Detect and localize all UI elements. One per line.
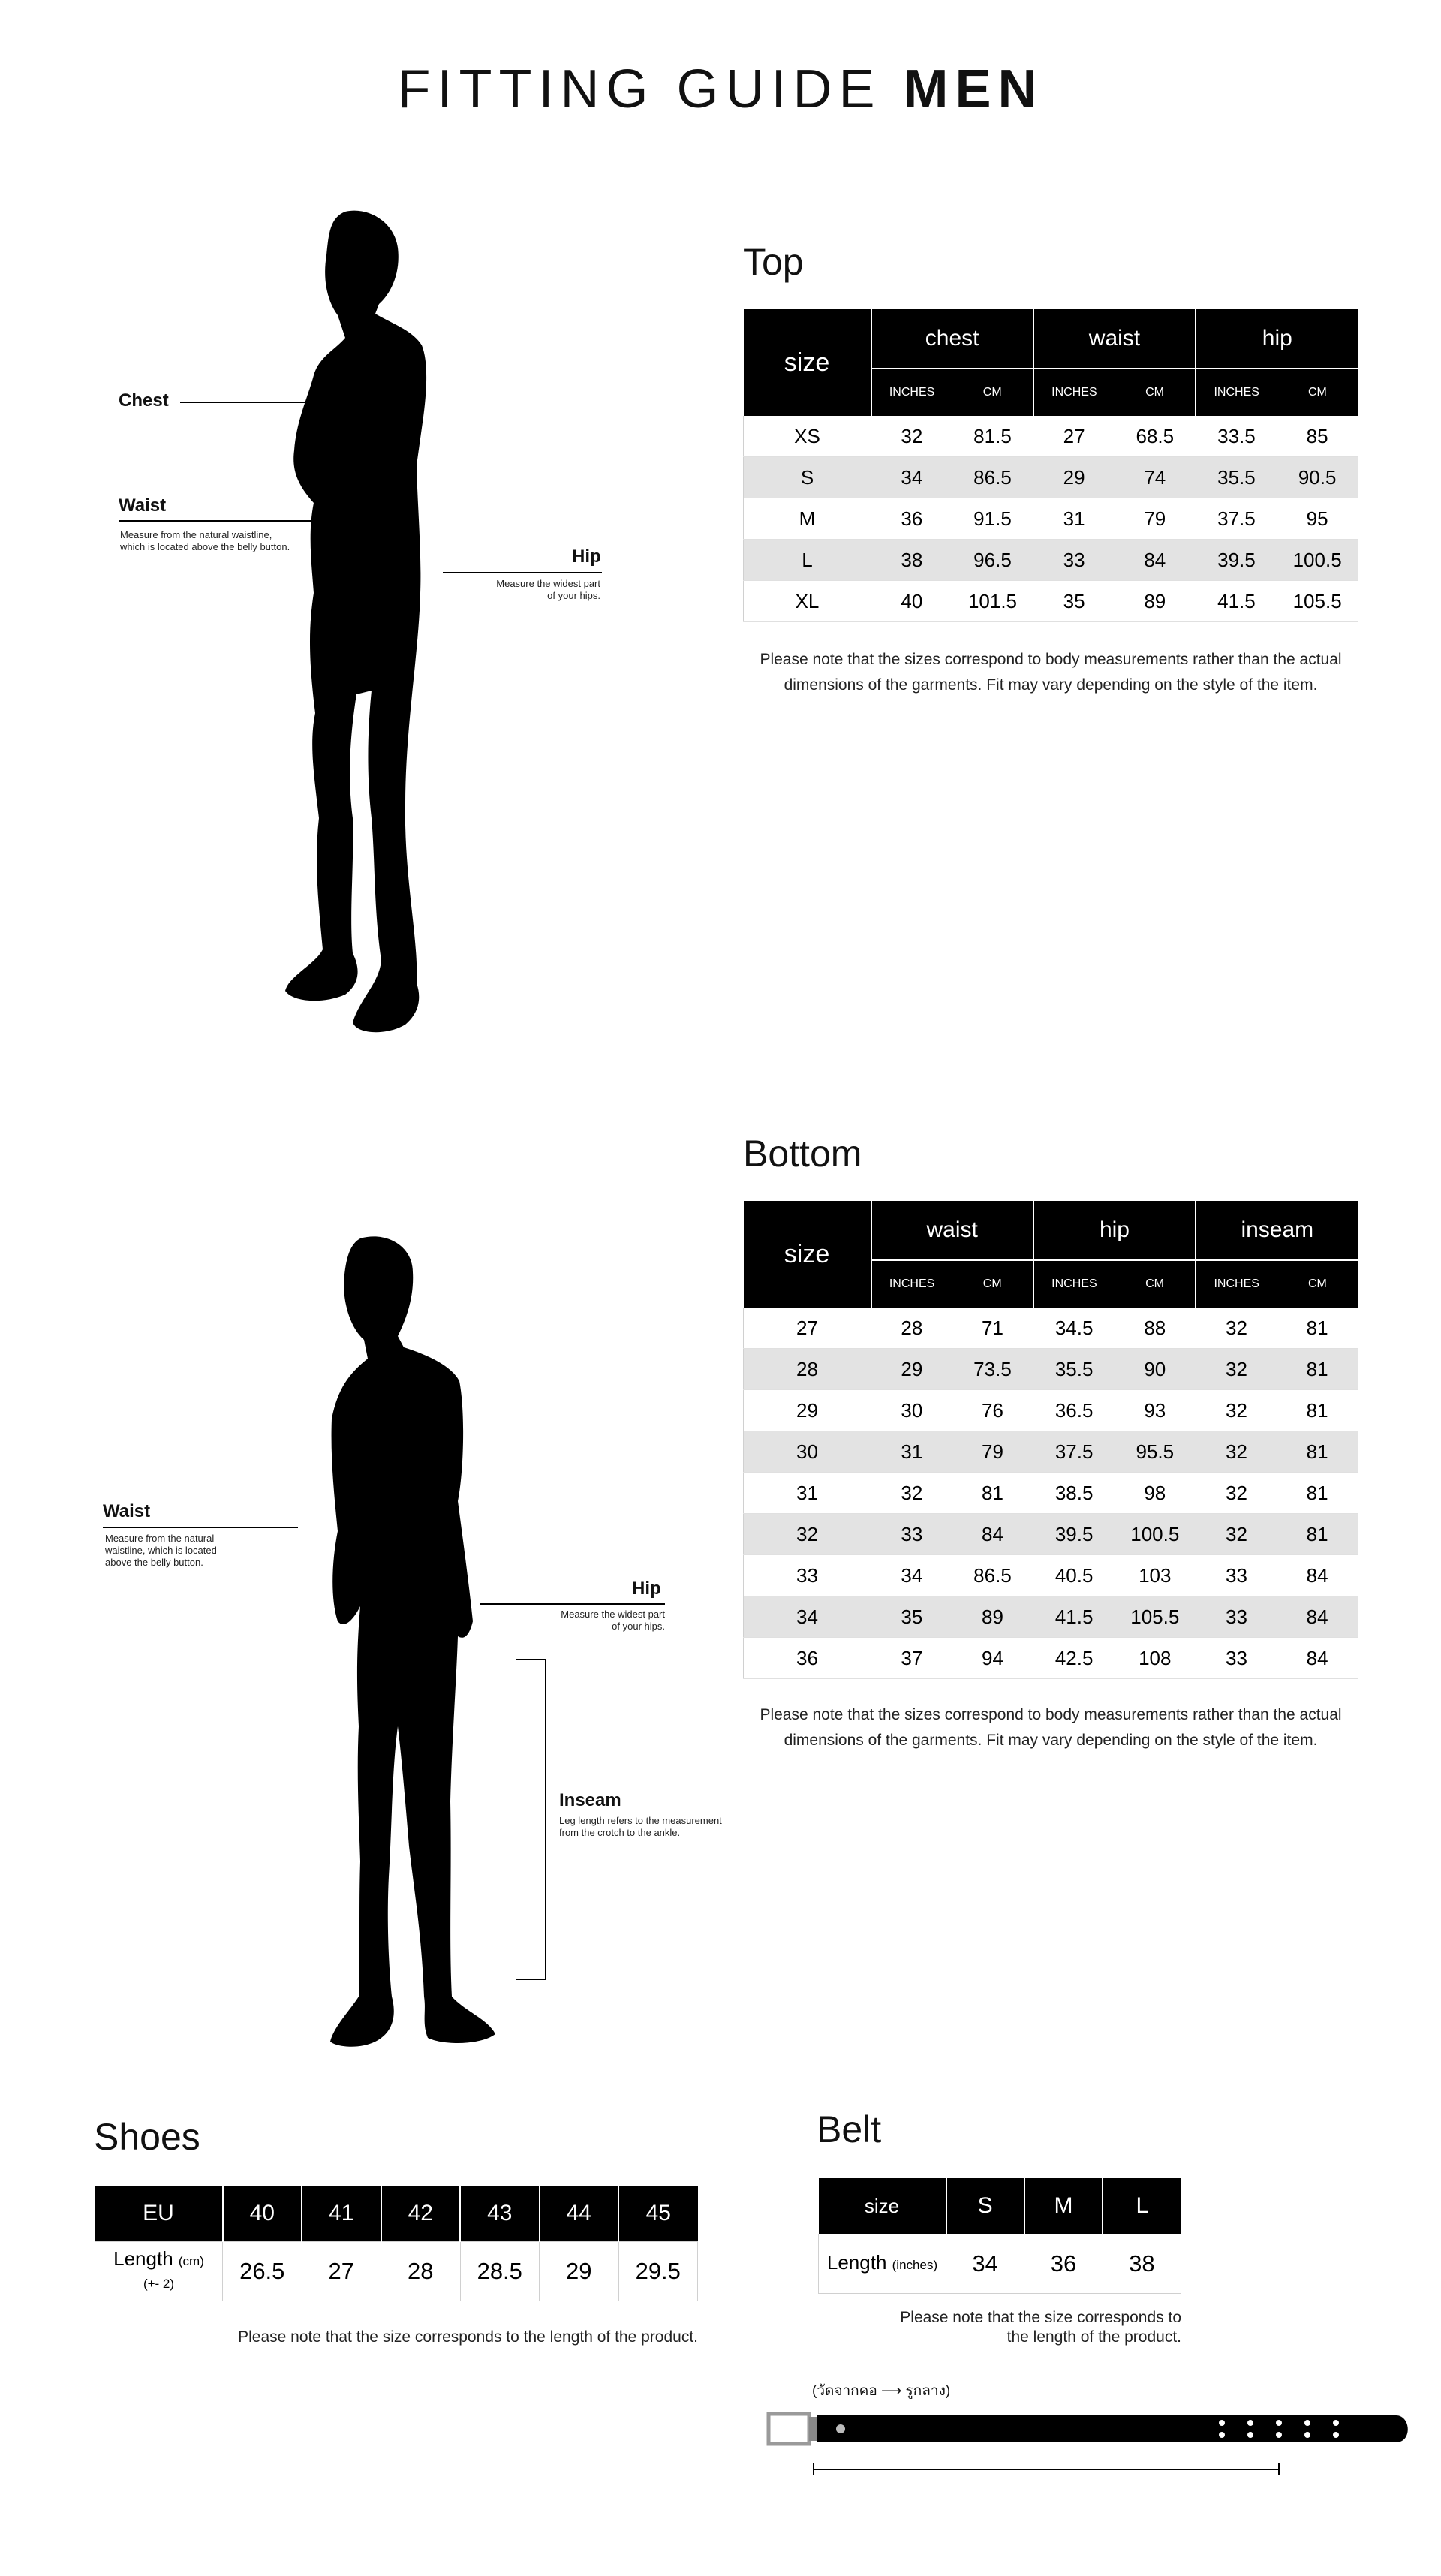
hip-pointer-line (443, 572, 602, 573)
hip-pointer-line (480, 1603, 665, 1605)
belt-illustration (766, 2402, 1418, 2484)
table-row: S 34 86.5 29 74 35.5 90.5 (744, 457, 1358, 498)
unit-inches: INCHES (1033, 1260, 1115, 1308)
unit-inches: INCHES (1033, 369, 1115, 416)
table-row: XS 32 81.5 27 68.5 33.5 85 (744, 416, 1358, 457)
table-row: 31 32 81 38.5 98 32 81 (744, 1473, 1358, 1514)
shoes-heading: Shoes (94, 2116, 200, 2158)
waist-header: waist (1033, 309, 1196, 369)
table-row: M 36 91.5 31 79 37.5 95 (744, 498, 1358, 540)
waist-header: waist (871, 1201, 1033, 1260)
table-row: 34 35 89 41.5 105.5 33 84 (744, 1596, 1358, 1638)
top-size-table (743, 309, 1358, 622)
length-label: Length (inches) (819, 2234, 946, 2294)
hip-description: Measure the widest part of your hips. (496, 578, 600, 601)
man-silhouette-top (225, 203, 465, 1036)
size-header: size (819, 2178, 946, 2234)
table-row: 27 28 71 34.5 88 32 81 (744, 1308, 1358, 1349)
size-header: size (744, 309, 871, 416)
unit-cm: CM (1277, 369, 1358, 416)
table-row: 32 33 84 39.5 100.5 32 81 (744, 1514, 1358, 1555)
hip-label: Hip (632, 1578, 661, 1599)
table-row: L 38 96.5 33 84 39.5 100.5 (744, 540, 1358, 581)
chest-label: Chest (119, 390, 169, 411)
table-row: 28 29 73.5 35.5 90 32 81 (744, 1349, 1358, 1390)
belt-note: Please note that the size corresponds to the length of the product. (900, 2309, 1181, 2346)
hip-description: Measure the widest part of your hips. (561, 1608, 665, 1632)
waist-label: Waist (119, 495, 167, 516)
unit-inches: INCHES (1196, 1260, 1277, 1308)
inseam-description: Leg length refers to the measurement from the crotch to the ankle. (559, 1815, 722, 1838)
chest-header: chest (871, 309, 1033, 369)
shoes-size-table: EU 40 41 42 43 44 45 Length (cm) (+- 2) 26.5 27 28 28.5 29 29.5 (95, 2186, 698, 2301)
inseam-label: Inseam (559, 1790, 621, 1810)
table-row: 36 37 94 42.5 108 33 84 (744, 1638, 1358, 1679)
length-label: Length (cm) (+- 2) (95, 2242, 223, 2301)
bottom-table-body (744, 1308, 1358, 1679)
top-heading: Top (743, 241, 804, 283)
hip-label: Hip (572, 546, 601, 567)
inseam-bracket (516, 1659, 546, 1980)
unit-cm: CM (1277, 1260, 1358, 1308)
belt-measure-caption: (วัดจากคอ ⟶ รูกลาง) (812, 2383, 951, 2399)
bottom-size-table (743, 1201, 1358, 1679)
chest-pointer-line (180, 402, 319, 403)
top-note: Please note that the sizes correspond to body measurements rather than the actual dimensions of the garments. Fit may vary depending on the style of the item. (760, 651, 1342, 694)
page-title: FITTING GUIDE MEN (397, 59, 1044, 119)
buckle-icon (769, 2414, 809, 2444)
unit-inches: INCHES (871, 369, 952, 416)
unit-cm: CM (952, 1260, 1033, 1308)
bottom-note: Please note that the sizes correspond to body measurements rather than the actual dimensions of the garments. Fit may vary depending on the style of the item. (760, 1706, 1342, 1749)
table-row: XL 40 101.5 35 89 41.5 105.5 (744, 581, 1358, 622)
waist-label: Waist (103, 1501, 151, 1521)
size-header: size (744, 1201, 871, 1308)
inseam-header: inseam (1196, 1201, 1358, 1260)
unit-cm: CM (1115, 1260, 1196, 1308)
bottom-heading: Bottom (743, 1133, 862, 1175)
table-row: 33 34 86.5 40.5 103 33 84 (744, 1555, 1358, 1596)
shoes-note: Please note that the size corresponds to the length of the product. (238, 2328, 698, 2346)
table-row: 30 31 79 37.5 95.5 32 81 (744, 1431, 1358, 1473)
table-row: 29 30 76 36.5 93 32 81 (744, 1390, 1358, 1431)
unit-inches: INCHES (871, 1260, 952, 1308)
hip-header: hip (1033, 1201, 1196, 1260)
unit-inches: INCHES (1196, 369, 1277, 416)
unit-cm: CM (1115, 369, 1196, 416)
waist-description: Measure from the natural waistline, which is located above the belly button. (105, 1533, 217, 1568)
top-table-body (744, 416, 1358, 622)
waist-pointer-line (119, 520, 330, 522)
waist-pointer-line (103, 1527, 298, 1528)
hip-header: hip (1196, 309, 1358, 369)
waist-description: Measure from the natural waistline, which is located above the belly button. (120, 529, 290, 552)
belt-heading: Belt (817, 2108, 882, 2150)
unit-cm: CM (952, 369, 1033, 416)
belt-length-dimension-line (814, 2463, 1279, 2475)
belt-size-table: size S M L Length (inches) 34 36 38 (818, 2178, 1181, 2294)
man-silhouette-bottom (255, 1231, 540, 2057)
eu-header: EU (95, 2186, 223, 2242)
